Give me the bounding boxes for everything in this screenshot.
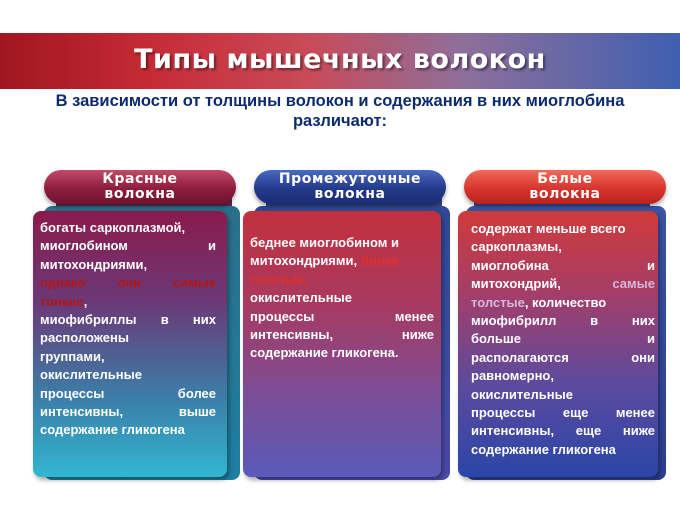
text-line: миоглобином и — [40, 238, 216, 254]
text-line: интенсивны, ниже — [250, 327, 434, 343]
text-line: больше и — [471, 331, 655, 347]
text-line: окислительные — [250, 290, 352, 306]
text-line: содержат меньше всего — [471, 221, 626, 236]
text-line — [250, 252, 434, 270]
text-line — [471, 294, 655, 312]
text-intermediate-fibers — [250, 234, 434, 363]
highlight-word: толстые — [471, 294, 525, 310]
text-line: миоглобина и — [471, 257, 655, 273]
text-line: окислительные — [40, 367, 142, 383]
subtitle — [10, 91, 670, 131]
text-line: интенсивны, выше — [40, 404, 216, 420]
text-line: содержание гликогена — [40, 422, 185, 438]
text-line: миофибриллы в них — [40, 312, 216, 328]
text-line: интенсивны, еще ниже — [471, 423, 655, 439]
text-line: группами, — [40, 348, 105, 364]
highlight-line: толстые, — [250, 271, 308, 287]
text-line: содержание гликогена — [471, 441, 616, 457]
text-line: процессы более — [40, 385, 216, 401]
header-red-line-1: Красные — [102, 171, 178, 187]
header-white-line-2: волокна — [529, 186, 601, 202]
text-line: окислительные — [471, 386, 573, 402]
text-line: богаты саркоплазмой, — [40, 220, 186, 235]
text-line: содержание гликогена. — [250, 345, 399, 361]
text-line — [471, 275, 655, 293]
comma: , — [83, 293, 88, 309]
text-line: процессы менее — [250, 308, 434, 324]
text-line: миофибрилл в них — [471, 313, 655, 329]
text-white-fibers — [471, 220, 655, 459]
text-fragment: митохондриями, — [250, 253, 358, 269]
text-line: саркоплазмы, — [471, 239, 562, 255]
highlight-word: тонкие — [40, 293, 84, 309]
text-line: беднее миоглобином и — [250, 235, 399, 250]
text-fragment: , количество — [524, 294, 607, 310]
header-red-fibers — [44, 170, 236, 204]
header-white-line-1: Белые — [537, 171, 593, 187]
highlight-word: самые — [612, 276, 655, 292]
header-intermediate-fibers — [254, 170, 446, 204]
header-intermediate-line-1: Промежуточные — [278, 171, 422, 187]
text-line: располагаются они — [471, 349, 655, 365]
highlight-fragment — [471, 294, 606, 312]
text-line: процессы еще менее — [471, 405, 655, 421]
text-line: расположены — [40, 330, 129, 346]
header-red-line-2: волокна — [104, 186, 176, 202]
header-intermediate-line-2: волокна — [314, 186, 386, 202]
header-white-fibers — [464, 170, 666, 204]
text-fragment: митохондрий, — [471, 276, 561, 292]
text-line: митохондриями, — [40, 256, 148, 272]
page-title: Типы мышечных волокон — [134, 44, 546, 75]
text-line: равномерно, — [471, 368, 554, 384]
highlight-line: однако они самые — [40, 275, 216, 291]
subtitle-line-1: В зависимости от толщины волокон и содержания в них миоглобина — [55, 92, 625, 110]
highlight-word: более — [360, 253, 399, 269]
text-red-fibers — [40, 219, 216, 440]
subtitle-line-2: различают: — [292, 112, 388, 130]
highlight-line — [40, 293, 216, 311]
